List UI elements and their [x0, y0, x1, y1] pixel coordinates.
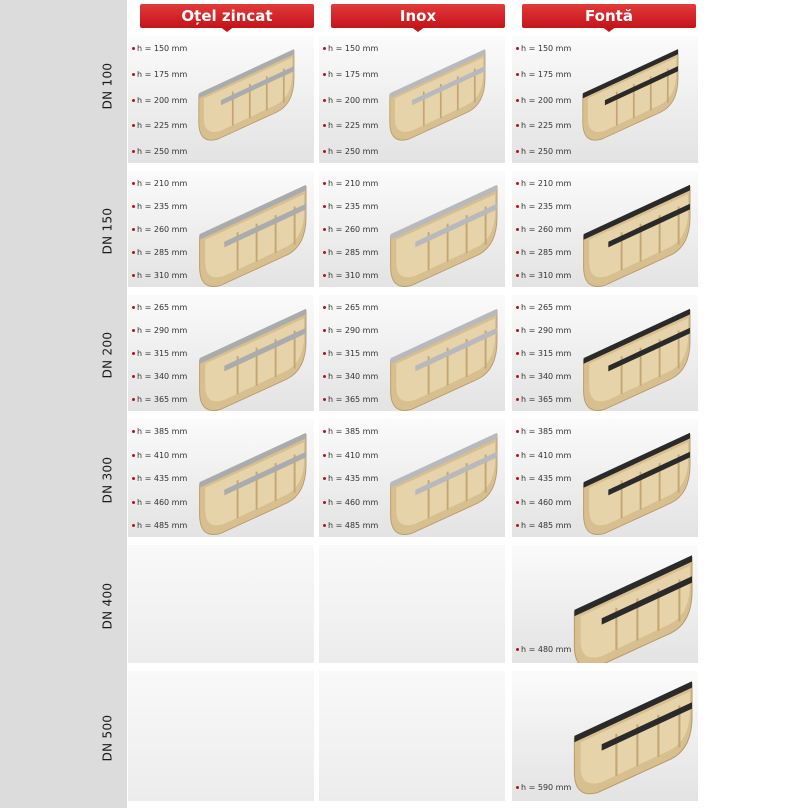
cell-dn200-fonta: [512, 295, 698, 411]
height-label: h = 285 mm: [323, 248, 378, 257]
height-label: h = 285 mm: [132, 248, 187, 257]
height-label: h = 365 mm: [516, 395, 571, 404]
height-label: h = 340 mm: [132, 372, 187, 381]
drainage-channel-image-dn300-otel-zincat: [192, 427, 312, 537]
height-label: h = 260 mm: [323, 225, 378, 234]
height-label: h = 225 mm: [323, 121, 378, 130]
height-label: h = 210 mm: [132, 179, 187, 188]
height-label: h = 290 mm: [132, 326, 187, 335]
height-label: h = 250 mm: [132, 147, 187, 156]
cell-dn400-inox: [319, 545, 505, 663]
cell-dn100-fonta: [512, 36, 698, 163]
height-label: h = 410 mm: [323, 451, 378, 460]
row-label-dn300: DN 300: [100, 456, 114, 504]
height-label: h = 175 mm: [516, 70, 571, 79]
cell-dn400-fonta: [512, 545, 698, 663]
cell-dn300-fonta: [512, 419, 698, 537]
height-label: h = 485 mm: [132, 521, 187, 530]
cell-dn300-otel-zincat: [128, 419, 314, 537]
cell-dn200-otel-zincat: [128, 295, 314, 411]
drainage-channel-image-dn150-inox: [383, 179, 503, 287]
height-label: h = 315 mm: [323, 349, 378, 358]
height-label: h = 385 mm: [516, 427, 571, 436]
cell-dn200-inox: [319, 295, 505, 411]
height-label: h = 225 mm: [516, 121, 571, 130]
height-label: h = 200 mm: [516, 96, 571, 105]
cell-dn500-inox: [319, 671, 505, 801]
height-label: h = 410 mm: [132, 451, 187, 460]
height-label: h = 365 mm: [323, 395, 378, 404]
height-label: h = 250 mm: [323, 147, 378, 156]
height-label: h = 590 mm: [516, 783, 571, 792]
row-label-dn100: DN 100: [100, 62, 114, 109]
height-label: h = 265 mm: [323, 303, 378, 312]
cell-dn300-inox: [319, 419, 505, 537]
height-label: h = 260 mm: [132, 225, 187, 234]
height-label: h = 485 mm: [516, 521, 571, 530]
height-label: h = 290 mm: [323, 326, 378, 335]
drainage-channel-image-dn200-inox: [383, 303, 503, 411]
height-label: h = 385 mm: [132, 427, 187, 436]
height-label: h = 435 mm: [323, 474, 378, 483]
column-header-fonta: Fontă: [522, 4, 696, 32]
drainage-channel-image-dn300-inox: [383, 427, 503, 537]
drainage-channel-image-dn100-otel-zincat: [192, 44, 312, 160]
drainage-channel-image-dn500-fonta: [566, 675, 696, 801]
height-label: h = 225 mm: [132, 121, 187, 130]
height-label: h = 310 mm: [323, 271, 378, 280]
drainage-channel-image-dn100-inox: [383, 44, 503, 160]
drainage-channel-image-dn400-fonta: [566, 549, 696, 663]
drainage-channel-image-dn200-otel-zincat: [192, 303, 312, 411]
height-label: h = 150 mm: [516, 44, 571, 53]
height-label: h = 210 mm: [516, 179, 571, 188]
height-label: h = 200 mm: [323, 96, 378, 105]
row-label-dn200: DN 200: [100, 331, 114, 379]
height-label: h = 175 mm: [323, 70, 378, 79]
height-label: h = 150 mm: [323, 44, 378, 53]
height-label: h = 310 mm: [516, 271, 571, 280]
height-label: h = 460 mm: [132, 498, 187, 507]
drainage-channel-image-dn150-otel-zincat: [192, 179, 312, 287]
height-label: h = 235 mm: [132, 202, 187, 211]
cell-dn150-otel-zincat: [128, 171, 314, 287]
height-label: h = 460 mm: [516, 498, 571, 507]
height-label: h = 460 mm: [323, 498, 378, 507]
height-label: h = 150 mm: [132, 44, 187, 53]
height-label: h = 285 mm: [516, 248, 571, 257]
height-label: h = 340 mm: [516, 372, 571, 381]
height-label: h = 340 mm: [323, 372, 378, 381]
height-label: h = 315 mm: [516, 349, 571, 358]
height-label: h = 260 mm: [516, 225, 571, 234]
height-label: h = 175 mm: [132, 70, 187, 79]
row-label-dn400: DN 400: [100, 582, 114, 630]
cell-dn150-inox: [319, 171, 505, 287]
height-label: h = 200 mm: [132, 96, 187, 105]
cell-dn150-fonta: [512, 171, 698, 287]
height-label: h = 235 mm: [516, 202, 571, 211]
height-label: h = 210 mm: [323, 179, 378, 188]
cell-dn100-otel-zincat: [128, 36, 314, 163]
height-label: h = 315 mm: [132, 349, 187, 358]
drainage-channel-image-dn300-fonta: [576, 427, 696, 537]
cell-dn400-otel-zincat: [128, 545, 314, 663]
height-label: h = 480 mm: [516, 645, 571, 654]
height-label: h = 410 mm: [516, 451, 571, 460]
height-label: h = 265 mm: [132, 303, 187, 312]
drainage-channel-image-dn200-fonta: [576, 303, 696, 411]
height-label: h = 435 mm: [516, 474, 571, 483]
column-header-otel-zincat: Oțel zincat: [140, 4, 314, 32]
cell-dn500-otel-zincat: [128, 671, 314, 801]
height-label: h = 250 mm: [516, 147, 571, 156]
row-label-dn500: DN 500: [100, 714, 114, 762]
column-header-inox: Inox: [331, 4, 505, 32]
height-label: h = 265 mm: [516, 303, 571, 312]
height-label: h = 435 mm: [132, 474, 187, 483]
height-label: h = 290 mm: [516, 326, 571, 335]
height-label: h = 310 mm: [132, 271, 187, 280]
drainage-channel-image-dn150-fonta: [576, 179, 696, 287]
cell-dn100-inox: [319, 36, 505, 163]
drainage-channel-image-dn100-fonta: [576, 44, 696, 160]
height-label: h = 385 mm: [323, 427, 378, 436]
height-label: h = 485 mm: [323, 521, 378, 530]
height-label: h = 235 mm: [323, 202, 378, 211]
row-label-dn150: DN 150: [100, 207, 114, 255]
height-label: h = 365 mm: [132, 395, 187, 404]
cell-dn500-fonta: [512, 671, 698, 801]
